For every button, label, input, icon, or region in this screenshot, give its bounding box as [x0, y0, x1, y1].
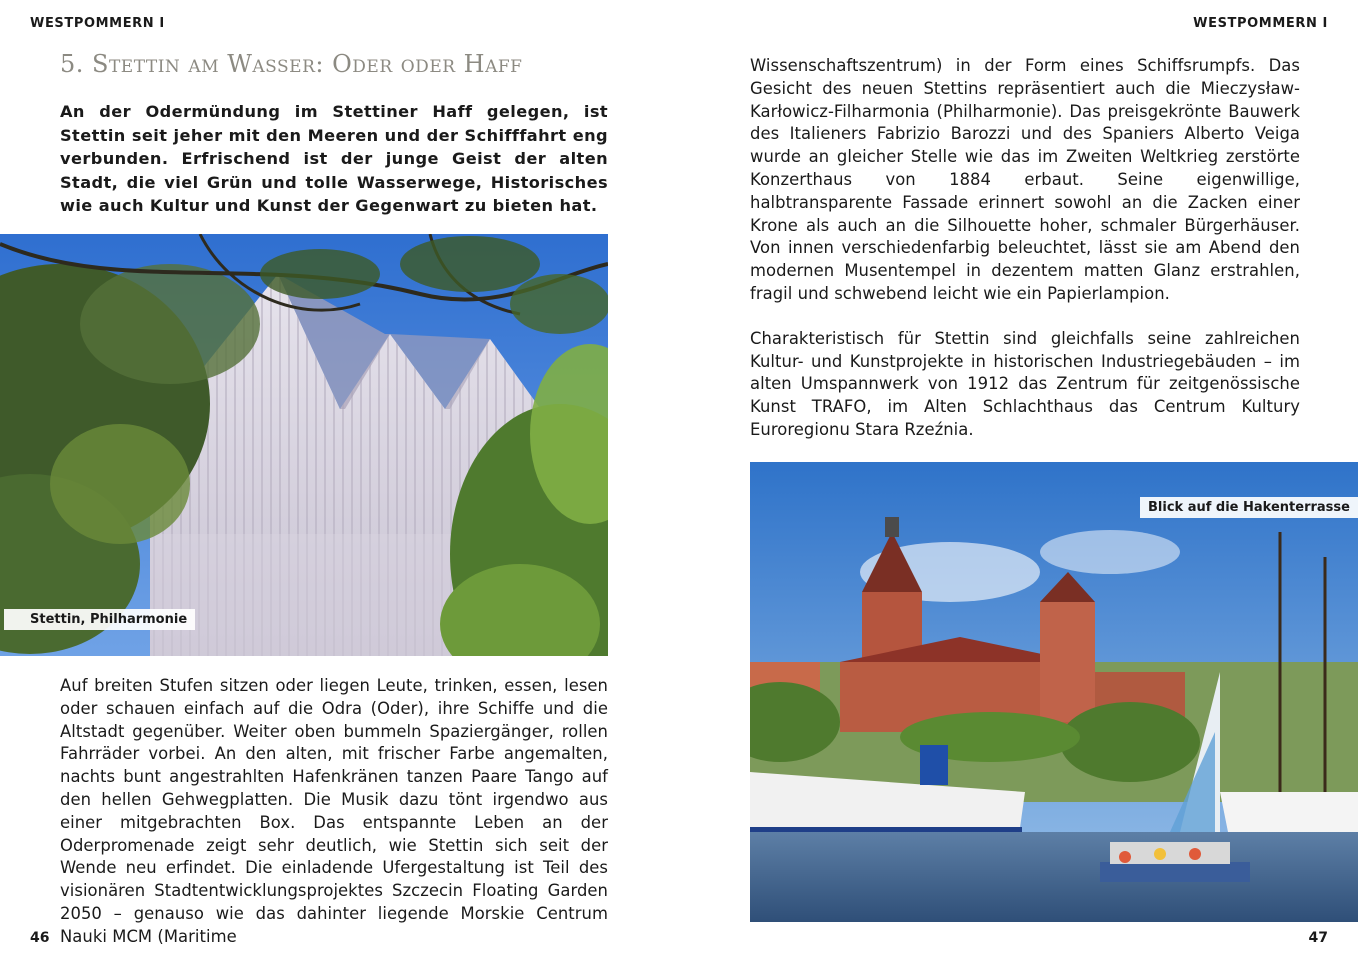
body-paragraph: Auf breiten Stufen sitzen oder liegen Leute, trinken, essen, lesen oder schauen einfach auf die Odra (Oder), ihre Schiffe und die Altstadt gegenüber. Weiter oben bummeln Spaziergänger, rollen Fahrräder vorbei. An den alten, mit frischer Farbe angemalten, nachts bunt angestrahlten Hafenkränen tanzen Paare Tango auf den hellen Gehwegplatten. Die Musik dazu tönt irgendwo aus einer mitgebrachten Box. Das entspannte Leben an der Oderpromenade zeigt sehr deutlich, wie Stettin sich seit der Wende neu erfindet. Die einladende Ufergestaltung ist Teil des visionären Stadtentwicklungsprojektes Szczecin Floating Garden 2050 – genauso wie das dahinter liegende Morskie Centrum Nauki MCM (Maritime: [60, 676, 608, 946]
running-header-right: WESTPOMMERN I: [1193, 16, 1328, 31]
lead-paragraph: An der Odermündung im Stettiner Haff gelegen, ist Stettin seit jeher mit den Meeren und der Schifffahrt eng verbunden. Erfrischend ist der junge Geist der alten Stadt, die viel Grün und tolle Wasserwege, Historisches wie auch Kultur und Kunst der Gegenwart zu bieten hat.: [60, 102, 608, 215]
body-paragraph-1: Wissenschaftszentrum) in der Form eines Schiffsrumpfs. Das Gesicht des neuen Stettins repräsentiert auch die Mieczysław-Karłowicz-Filharmonia (Philharmonie). Das preisgekrönte Bauwerk des Italieners Fabrizio Barozzi und des Spaniers Alberto Veiga wurde an gleicher Stelle wie das im Zweiten Weltkrieg zerstörte Konzerthaus von 1884 erbaut. Seine eigenwillige, halbtransparente Fassade erinnert sowohl an die Zacken einer Krone als auch an die Silhouette hoher, schmaler Bürgerhäuser. Von innen verschiedenfarbig beleuchtet, lässt sie am Abend den modernen Musentempel in dezentem matten Glanz erstrahlen, fragil und schwebend leicht wie ein Papierlampion.: [750, 56, 1300, 303]
hakenterrasse-photo: [750, 462, 1358, 922]
philharmonie-photo: [0, 234, 608, 656]
chapter-title: 5. Stettin am Wasser: Oder oder Haff: [60, 50, 523, 78]
body-text-right: [750, 55, 1300, 442]
body-text-left: [60, 675, 608, 949]
running-header-left: WESTPOMMERN I: [30, 16, 165, 31]
body-paragraph-2: Charakteristisch für Stettin sind gleichfalls seine zahlreichen Kultur- und Kunstprojekte in historischen Industriegebäuden – im alten Umspannwerk von 1912 das Zentrum für zeitgenössische Kunst TRAFO, im Alten Schlachthaus das Centrum Kultury Euroregionu Stara Rzeźnia.: [750, 328, 1300, 439]
page-number-right: 47: [1308, 930, 1328, 946]
photo-caption-philharmonie: Stettin, Philharmonie: [4, 609, 195, 630]
photo-caption-hakenterrasse: Blick auf die Hakenterrasse: [1140, 497, 1358, 518]
page-number-left: 46: [30, 930, 50, 946]
